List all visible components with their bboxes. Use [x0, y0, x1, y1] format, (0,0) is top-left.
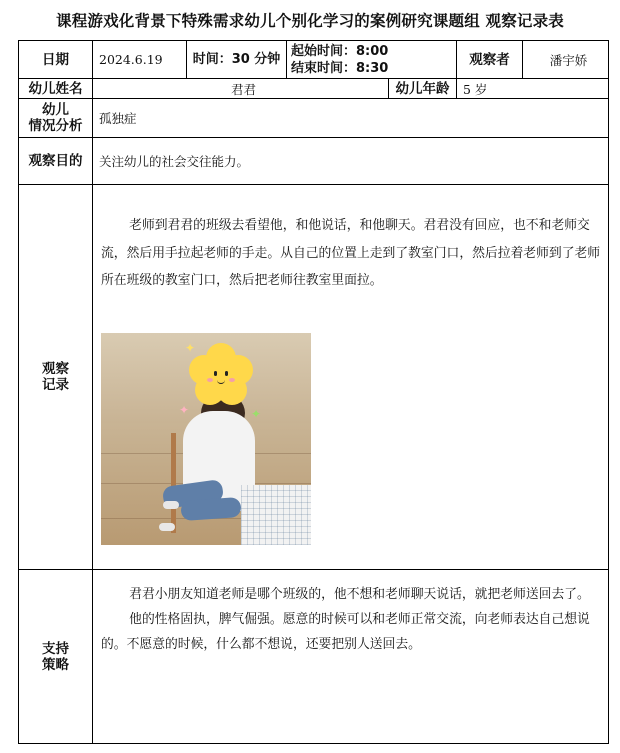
analysis-value: 孤独症: [93, 99, 609, 138]
analysis-label-line2: 情况分析: [28, 118, 83, 134]
date-label: 日期: [19, 41, 93, 79]
support-label-line1: 支持: [42, 640, 69, 657]
analysis-row: [19, 99, 609, 138]
support-content: [93, 570, 609, 744]
duration-label: 时间：30 分钟: [187, 41, 287, 79]
observer-value: 潘宇娇: [523, 41, 609, 79]
start-time: 起始时间：8:00: [291, 43, 389, 59]
child-row: [19, 79, 609, 99]
support-label-line2: 策略: [42, 656, 69, 673]
observation-photo: ✦ ✦ ✦: [101, 333, 311, 545]
record-label: [19, 185, 93, 570]
record-row: [19, 185, 609, 570]
purpose-value: 关注幼儿的社会交往能力。: [93, 138, 609, 185]
child-name-value: 君君: [93, 79, 389, 99]
purpose-label: 观察目的: [19, 138, 93, 185]
child-age-value: 5 岁: [457, 79, 609, 99]
date-value: 2024.6.19: [93, 41, 187, 79]
observer-label: 观察者: [457, 41, 523, 79]
record-label-line2: 记录: [42, 377, 69, 393]
support-row: [19, 570, 609, 744]
purpose-row: [19, 138, 609, 185]
record-paragraph: 老师到君君的班级去看望他，和他说话，和他聊天。君君没有回应，也不和老师交流，然后用手拉起老师的手走。从自己的位置上走到了教室门口，然后拉着老师到了老师所在班级的教室门口，然后把老师往教室里面拉。: [101, 218, 601, 288]
time-range: [287, 41, 457, 79]
end-time: 结束时间：8:30: [291, 60, 389, 76]
support-paragraph-2: 他的性格固执，脾气倔强。愿意的时候可以和老师正常交流，向老师表达自己想说的。不愿意的时候，什么都不想说，还要把别人送回去。: [101, 612, 590, 652]
header-row: [19, 41, 609, 79]
analysis-label: [19, 99, 93, 138]
emoji-flower-sticker: [189, 343, 253, 407]
record-label-line1: 观察: [42, 361, 69, 377]
analysis-label-line1: 幼儿: [42, 102, 69, 118]
observation-table: [18, 40, 609, 744]
support-paragraph-1: 君君小朋友知道老师是哪个班级的，他不想和老师聊天说话，就把老师送回去了。: [129, 587, 590, 602]
child-name-label: 幼儿姓名: [19, 79, 93, 99]
record-content: [93, 185, 609, 570]
child-age-label: 幼儿年龄: [389, 79, 457, 99]
document-title: 课程游戏化背景下特殊需求幼儿个别化学习的案例研究课题组 观察记录表: [56, 12, 564, 30]
support-label: [19, 570, 93, 744]
